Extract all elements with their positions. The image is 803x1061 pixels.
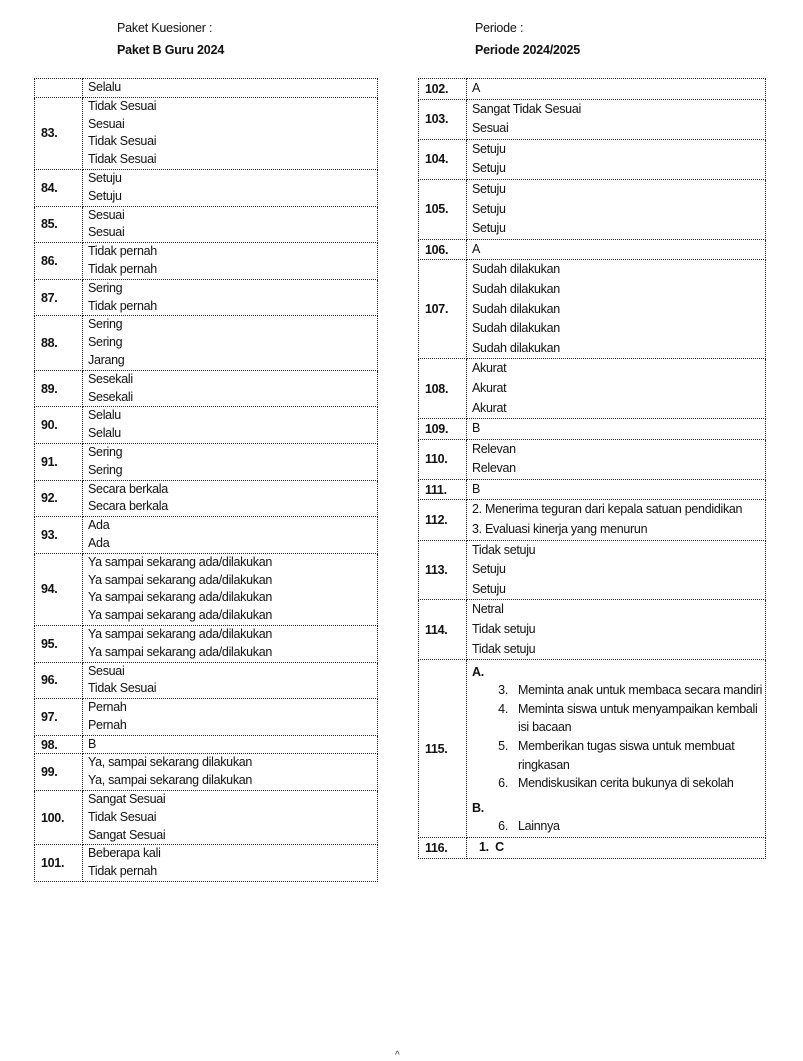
answer-text: Tidak Sesuai [88, 809, 157, 824]
question-number: 100. [35, 791, 83, 845]
answer-cell [83, 279, 378, 316]
answer-cell [467, 600, 766, 660]
question-number: 116. [419, 838, 467, 859]
answer-text: Sudah dilakukan [472, 301, 560, 316]
answer-text: Sering [88, 335, 123, 350]
table-row [35, 407, 378, 444]
list-item [472, 700, 765, 737]
list-item-number: 4. [498, 701, 508, 716]
table-row [35, 754, 378, 791]
package-label: Paket Kuesioner : [117, 21, 213, 35]
answer-text: Tidak Sesuai [88, 134, 157, 149]
question-number: 98. [35, 735, 83, 754]
table-row [35, 517, 378, 554]
question-number: 106. [419, 239, 467, 260]
list-item-text: Meminta anak untuk membaca secara mandiri [518, 683, 763, 698]
answer-cell [467, 79, 766, 100]
answer-text: Setuju [472, 201, 506, 216]
answer-text: Sering [88, 462, 123, 477]
table-row [35, 279, 378, 316]
page-marker: ^ [395, 1050, 400, 1061]
list-item [472, 681, 765, 700]
table-row [419, 139, 766, 179]
table-row [419, 540, 766, 600]
answer-text: Pernah [88, 700, 127, 715]
answer-cell [467, 139, 766, 179]
answer-text: Selalu [88, 80, 121, 94]
question-number: 109. [419, 419, 467, 440]
table-row [419, 500, 766, 540]
answer-text: 3. Evaluasi kinerja yang menurun [472, 522, 648, 537]
question-number: 87. [35, 279, 83, 316]
answer-text: Setuju [472, 221, 506, 236]
answer-text: Tidak Sesuai [88, 681, 157, 696]
table-row [35, 97, 378, 169]
answer-text: Tidak pernah [88, 864, 157, 879]
question-number: 104. [419, 139, 467, 179]
answer-text: Setuju [472, 181, 506, 196]
answer-text: Ya, sampai sekarang dilakukan [88, 755, 253, 770]
answer-text: B [472, 421, 481, 436]
answer-text: Ya sampai sekarang ada/dilakukan [88, 554, 273, 569]
answer-text: B [88, 736, 97, 751]
list-item-number: 3. [498, 683, 508, 698]
list-item-text: Lainnya [518, 818, 560, 833]
table-row [419, 179, 766, 239]
answer-text: Tidak pernah [88, 261, 157, 276]
table-row [35, 79, 378, 98]
answer-text: B [472, 481, 481, 496]
package-value: Paket B Guru 2024 [117, 43, 225, 57]
answer-cell [467, 500, 766, 540]
question-number: 108. [419, 359, 467, 419]
section-b-label: B. [472, 800, 484, 815]
table-row [419, 479, 766, 500]
answer-cell [467, 179, 766, 239]
answer-cell [83, 97, 378, 169]
table-row [419, 419, 766, 440]
answer-cell [467, 419, 766, 440]
table-row [35, 243, 378, 280]
answer-text: 1. C [479, 840, 504, 855]
answer-text: Sudah dilakukan [472, 262, 560, 277]
answer-cell [83, 662, 378, 699]
answer-cell [83, 517, 378, 554]
question-number: 105. [419, 179, 467, 239]
table-row [419, 600, 766, 660]
answer-text: Sesuai [88, 116, 125, 131]
table-row [419, 838, 766, 859]
answer-cell [467, 479, 766, 500]
answer-table-right [418, 78, 766, 859]
answer-text: Beberapa kali [88, 846, 161, 861]
answer-text: Netral [472, 602, 504, 617]
question-number: 102. [419, 79, 467, 100]
answer-text: A [472, 81, 481, 95]
answer-cell [83, 735, 378, 754]
answer-text: Relevan [472, 441, 516, 456]
answer-cell [467, 359, 766, 419]
table-row [35, 845, 378, 882]
table-row [35, 662, 378, 699]
table-row [35, 699, 378, 736]
answer-text: Pernah [88, 717, 127, 732]
answer-text: Secara berkala [88, 499, 168, 514]
table-row [419, 359, 766, 419]
answer-text: Ya sampai sekarang ada/dilakukan [88, 590, 273, 605]
question-number: 89. [35, 370, 83, 407]
answer-text: Ya sampai sekarang ada/dilakukan [88, 608, 273, 623]
answer-text: Sering [88, 280, 123, 295]
answer-cell [83, 370, 378, 407]
table-row [35, 625, 378, 662]
list-item [472, 774, 765, 793]
question-number: 107. [419, 260, 467, 359]
question-number: 110. [419, 439, 467, 479]
question-number: 111. [419, 479, 467, 500]
table-row [419, 260, 766, 359]
answer-text: Sesuai [88, 225, 125, 240]
answer-text: Setuju [88, 188, 122, 203]
answer-text: Sering [88, 317, 123, 332]
answer-cell [83, 699, 378, 736]
list-item [472, 737, 765, 774]
list-item-number: 6. [498, 776, 508, 791]
answer-cell [83, 480, 378, 517]
answer-cell [83, 625, 378, 662]
table-row [419, 99, 766, 139]
answer-text: Sangat Sesuai [88, 827, 166, 842]
answer-cell [83, 79, 378, 98]
period-label: Periode : [475, 21, 524, 35]
section-a-label: A. [472, 665, 484, 680]
answer-cell [467, 260, 766, 359]
answer-text: Tidak pernah [88, 244, 157, 259]
question-number: 115. [419, 660, 467, 838]
answer-text: Ada [88, 518, 110, 533]
answer-text: Akurat [472, 380, 507, 395]
question-number: 95. [35, 625, 83, 662]
answer-cell [467, 540, 766, 600]
answer-text: Sering [88, 444, 123, 459]
question-number: 93. [35, 517, 83, 554]
answer-text: Tidak setuju [472, 622, 536, 637]
answer-cell [83, 443, 378, 480]
question-number [35, 79, 83, 98]
answer-text: Sesuai [88, 207, 125, 222]
table-row [35, 206, 378, 243]
answer-text: Setuju [472, 161, 506, 176]
list-item-text: Mendiskusikan cerita bukunya di sekolah [518, 776, 734, 791]
answer-text: Akurat [472, 400, 507, 415]
question-number: 92. [35, 480, 83, 517]
list-item [472, 817, 765, 836]
table-row [35, 791, 378, 845]
answer-text: Sesekali [88, 389, 133, 404]
answer-text: A [472, 241, 481, 256]
question-number: 84. [35, 169, 83, 206]
answer-text: Tidak setuju [472, 542, 536, 557]
answer-cell [467, 239, 766, 260]
answer-text: Sesuai [88, 663, 125, 678]
question-number: 88. [35, 316, 83, 370]
answer-text: Sudah dilakukan [472, 281, 560, 296]
answer-text: Setuju [472, 562, 506, 577]
answer-text: Setuju [472, 581, 506, 596]
answer-text: Relevan [472, 461, 516, 476]
answer-cell [467, 660, 766, 838]
question-number: 91. [35, 443, 83, 480]
answer-text: Sudah dilakukan [472, 340, 560, 355]
table-row [419, 79, 766, 100]
answer-text: Selalu [88, 426, 121, 441]
answer-cell [83, 407, 378, 444]
question-number: 86. [35, 243, 83, 280]
question-number: 101. [35, 845, 83, 882]
answer-text: Setuju [472, 141, 506, 156]
answer-cell [467, 439, 766, 479]
table-row [35, 443, 378, 480]
answer-text: Ya sampai sekarang ada/dilakukan [88, 644, 273, 659]
answer-text: Selalu [88, 408, 121, 423]
answer-text: Jarang [88, 352, 125, 367]
answer-text: Ya, sampai sekarang dilakukan [88, 773, 253, 788]
question-number: 96. [35, 662, 83, 699]
answer-text: Tidak Sesuai [88, 98, 157, 113]
table-row [35, 316, 378, 370]
table-row [35, 735, 378, 754]
answer-cell [83, 243, 378, 280]
answer-text: Sangat Tidak Sesuai [472, 101, 581, 116]
header-left [117, 17, 224, 61]
list-item-text: Memberikan tugas siswa untuk membuat ringkasan [518, 739, 735, 772]
answer-text: Tidak pernah [88, 298, 157, 313]
period-value: Periode 2024/2025 [475, 43, 581, 57]
answer-text: Sudah dilakukan [472, 321, 560, 336]
header-right [475, 17, 580, 61]
answer-cell [83, 316, 378, 370]
question-number: 112. [419, 500, 467, 540]
answer-text: Sesekali [88, 371, 133, 386]
answer-cell [83, 791, 378, 845]
list-item-number: 5. [498, 739, 508, 753]
answer-text: 2. Menerima teguran dari kepala satuan pendidikan [472, 502, 743, 517]
answer-cell [83, 754, 378, 791]
question-number: 94. [35, 553, 83, 625]
question-number: 103. [419, 99, 467, 139]
question-number: 90. [35, 407, 83, 444]
answer-text: Secara berkala [88, 481, 168, 496]
question-number: 83. [35, 97, 83, 169]
list-item-text: Meminta siswa untuk menyampaikan kembali isi bacaan [518, 701, 758, 735]
answer-table-left [34, 78, 378, 882]
question-number: 97. [35, 699, 83, 736]
answer-text: Sangat Sesuai [88, 792, 166, 807]
answer-text: Setuju [88, 170, 122, 185]
question-number: 85. [35, 206, 83, 243]
table-row [419, 439, 766, 479]
table-row [35, 169, 378, 206]
question-number: 114. [419, 600, 467, 660]
question-number: 113. [419, 540, 467, 600]
table-row [419, 239, 766, 260]
answer-text: Akurat [472, 361, 507, 376]
answer-cell [83, 553, 378, 625]
answer-text: Tidak Sesuai [88, 152, 157, 167]
list-item-number: 6. [498, 818, 508, 833]
answer-cell [467, 99, 766, 139]
table-row [35, 370, 378, 407]
table-row [35, 480, 378, 517]
answer-text: Ya sampai sekarang ada/dilakukan [88, 626, 273, 641]
answer-text: Sesuai [472, 121, 509, 136]
question-number: 99. [35, 754, 83, 791]
table-row [419, 660, 766, 838]
answer-cell [83, 845, 378, 882]
answer-text: Ya sampai sekarang ada/dilakukan [88, 572, 273, 587]
answer-text: Tidak setuju [472, 641, 536, 656]
answer-cell [83, 206, 378, 243]
answer-cell [83, 169, 378, 206]
table-row [35, 553, 378, 625]
answer-text: Ada [88, 535, 110, 550]
answer-cell [467, 838, 766, 859]
